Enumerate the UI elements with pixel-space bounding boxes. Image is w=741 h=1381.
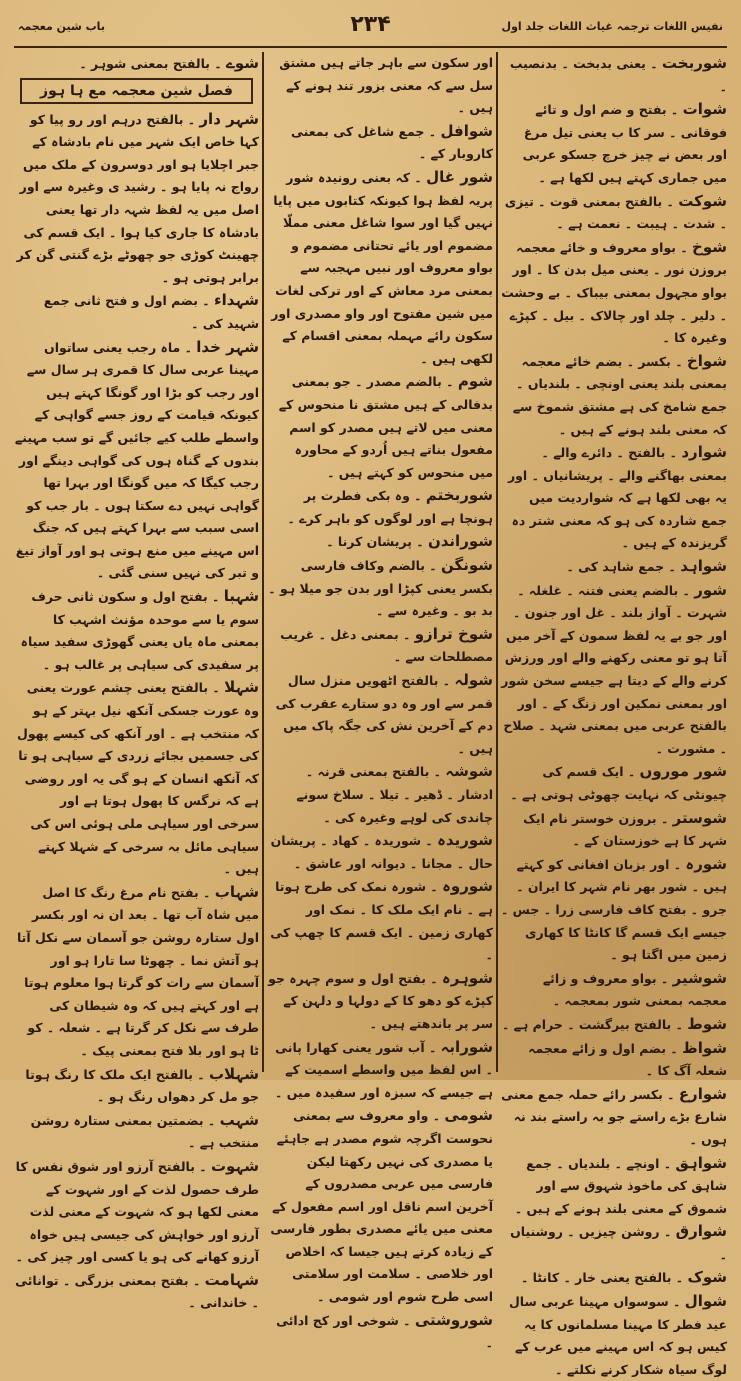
dictionary-entry xyxy=(267,1104,493,1308)
entry-definition: ۔ بکسر رائے حملہ جمع معنی شارع بڑے راستے جو بہ راستے بند نہ ہوں ۔ xyxy=(501,1086,727,1147)
dictionary-entry xyxy=(14,1063,259,1109)
entry-headword: شہر خدا xyxy=(196,337,259,356)
entry-headword: شوشہ xyxy=(445,762,493,781)
dictionary-entry xyxy=(267,1036,493,1105)
entry-definition: ۔ بفتح نام مرغ رنگ کا اصل میں شاہ آب تھا ۔ بعد ان نہ اور بکسر اول ستارہ روشن جو آسمان سے نکل آتا ہو آتش نما ۔ چھوٹا سا تارا ہو اور آسمان سے رات کو گرتا ہوا معلوم ہوتا ہے اور کہتے ہیں کہ وہ شیطان کی طرف سے نکل کر گرتا ہے ۔ شعلہ ۔ کو ٹا ہو اور بلا فتح بمعنی پیک ۔ xyxy=(16,884,259,1058)
entry-headword: شوارق xyxy=(675,1222,727,1241)
dictionary-entry xyxy=(501,236,727,350)
entry-headword: شواہق xyxy=(675,1153,727,1172)
entry-definition: ۔ بروزن خوستر نام ایک شہر کا ہے خوزستان کے ۔ xyxy=(523,810,727,849)
dictionary-entry xyxy=(501,441,727,555)
entry-headword: شوک xyxy=(687,1268,727,1287)
entry-headword: شہبا xyxy=(223,587,259,606)
entry-headword: شوریدہ xyxy=(437,831,493,850)
entry-headword: شوربخت xyxy=(661,54,727,72)
dictionary-entry xyxy=(501,579,727,761)
entry-definition: ۔ بکسر ۔ بضم خائے معجمہ بمعنی بلند یعنی اونچی ۔ بلندیاں ۔ جمع شامخ کی ہے مشتق شموخ سے کہ معنی بلند ہونے کے ہیں ۔ xyxy=(512,353,727,437)
dictionary-entry xyxy=(501,1083,727,1152)
dictionary-entry xyxy=(14,676,259,880)
entry-definition: ۔ بالفتح بیرگشت ۔ حرام ہے ۔ xyxy=(501,1016,688,1032)
entry-definition: ۔ جمع شاہد کی ۔ xyxy=(566,559,681,575)
entry-headword: شومی xyxy=(444,1106,493,1125)
columns xyxy=(14,52,727,1377)
entry-headword: شہلاب xyxy=(208,1064,259,1083)
chapter-title: باب شین معجمہ xyxy=(18,20,105,33)
dictionary-entry xyxy=(14,1269,259,1315)
entry-headword: شوافل xyxy=(440,121,493,140)
entry-headword: شوروہ xyxy=(442,877,493,896)
dictionary-entry xyxy=(14,1109,259,1155)
entry-definition: ۔ بالفتح بمعنی قرنہ ۔ ادشار ۔ ڈھیر ۔ تیلا ۔ سلاخ سونے چاندی کی لوہے وغیرہ کی ۔ xyxy=(296,764,493,825)
dictionary-entry xyxy=(267,967,493,1036)
entry-headword: شوارع xyxy=(678,1084,727,1103)
entry-definition: ۔ بضمتین بمعنی ستارہ روشن منتخب ہے ۔ xyxy=(30,1112,259,1151)
dictionary-entry xyxy=(267,484,493,530)
entry-definition: ۔ بالفتح یعنی خار ۔ کانٹا ۔ xyxy=(521,1270,688,1286)
entry-definition: ۔ بالفتح ۔ دائرے والے ۔ بمعنی بھاگنے والے ۔ پریشانیاں ۔ اور یہ بھی لکھا ہے کہ شواردیت میں جمع شاردہ کی ہو کہ معنی شتر دہ گریزندہ کے ہیں ۔ xyxy=(507,445,727,551)
entry-definition: ۔ وہ بکی فطرت پر ہونچا ہے اور لوگوں کو باہر کرے ۔ xyxy=(287,488,493,526)
entry-headword: شولہ xyxy=(454,671,493,690)
entry-headword: شواخ xyxy=(686,351,727,370)
entry-definition: ۔ بفتح و ضم اول و تائے فوقانی ۔ سر کا ب یعنی تیل مرغ اور بعض نے چیز خرچ جسکو عربی میں جماری کہتے ہیں لکھا ہے ۔ xyxy=(522,102,727,185)
column-divider xyxy=(496,52,498,1072)
dictionary-entry xyxy=(501,1152,727,1221)
entry-definition: ۔ بالفتح آرزو اور شوق نفس کا طرف حصول لذت کے اور شہوت کے معنی لکھا ہو کہ شہوت کے معنی لذت آرزو اور خواہش کی جیسی ہیں خواہ آرزو کھانے کی ہو یا کسی اور چیز کی ۔ xyxy=(15,1158,259,1265)
entry-definition: ۔ ماہ رجب یعنی ساتواں مہینا عربی سال کا قمری ہر سال سے اور رجب کو بڑا اور گونگا کہتے ہیں کیونکہ قیامت کے روز جسے گواہی کے واسطے طلب کیے جائیں گے تو سب مہینے بندوں کے گناہ ہوں کی گواہی دینگے اور رجب کیگا کہ میں گونگا اور بہرا تھا گواہی نہیں دے سکتا ہوں ۔ بار جب کو اسی سبب سے بہرا کہتے ہیں کہ جنگ اس مہینے میں منع ہوتی ہو اور آواز تیغ و تبر کی نہیں سنی گئی ۔ xyxy=(14,339,259,581)
entry-headword: شوہرہ xyxy=(441,968,493,987)
entry-definition: ۔ بالفتح بمعنی قوت ۔ تیزی ۔ شدت ۔ ہیبت ۔ نعمت ہے ۔ xyxy=(504,193,727,232)
entry-headword: شورابہ xyxy=(440,1037,493,1056)
page-number: ۲۳۴ xyxy=(350,12,391,37)
dictionary-entry xyxy=(14,108,259,290)
header-divider xyxy=(14,46,727,48)
entry-headword: شونگن xyxy=(440,556,493,575)
page-header xyxy=(14,8,727,48)
dictionary-entry xyxy=(267,166,493,370)
entry-definition: ۔ شورہ نمک کی طرح ہوتا ہے ۔ نام ایک ملک کا ۔ نمک اور کھاری زمین ۔ ایک قسم کا چھپ کی ۔ xyxy=(270,879,493,963)
entry-headword: شواظ xyxy=(682,1038,727,1057)
entry-definition: ۔ بفتح بمعنی بزرگی ۔ توانائی ۔ خاندانی ۔ xyxy=(15,1272,259,1311)
entry-headword: شور غال xyxy=(426,167,493,186)
entry-definition: ۔ کہ بعنی رونیدہ شور پریہ لفظ ہوا کیونکہ کتابوں میں پایا نہیں گیا اور سوا شاغل معنی مملّا مضموم اور یائے تحتانی مضموم و بواو معروف اور نبیں مہجبہ سے بمعنی مرد معاش کے اور ترکی لغات میں شین مفتوح اور واو مصدری اور سکون رائے مہملہ بمعنی اقسام کے لکھی ہیں ۔ xyxy=(271,169,493,366)
entry-definition: ۔ بفتح اول و سوم چہرہ جو کپڑے کو دھو کا کے دولہا و دلہن کے سر پر باندھتے ہیں ۔ xyxy=(268,970,493,1031)
entry-headword: شور xyxy=(694,580,727,599)
entry-definition: ۔ بالضم مصدر ۔ جو بمعنی بدفالی کے ہیں مشتق نا منحوس کے معنی میں لاتے ہیں مصدر کو اسم مفعول بناتے ہیں اُردو کے محاورہ میں منحوس کو کہتے ہیں ۔ xyxy=(278,374,493,480)
dictionary-entry xyxy=(267,530,493,554)
entry-headword: شہاب xyxy=(214,882,259,901)
entry-headword: شور موروں xyxy=(639,762,727,781)
entry-definition: ۔ بالفتح یعنی چشم عورت یعنی وہ عورت جسکی آنکھ نیل بہتر کے ہو کہ منتخب ہے ۔ اور آنکھ کی کیسے پھول کی جسمیں بجائے زردی کے سیاہی ہو تا کہ آنکھ انسان کے ہو گی یہ اور روضی ہے کہ نرگس کا پھول ہوتا ہے اور سرخی اور سیاہی ملی ہوئی اس کی سیاہی مائل بہ سرخی کے شہلا کہتے ہیں ۔ xyxy=(16,680,259,877)
entry-definition: ۔ جمع شاغل کی بمعنی کاروبار کے ۔ xyxy=(290,123,493,162)
dictionary-entry xyxy=(267,623,493,669)
entry-definition: ۔ پریشان کرنا ۔ xyxy=(326,534,428,550)
entry-definition: ۔ شوخی اور کج ادائی ۔ xyxy=(276,1312,493,1351)
entry-definition: ۔ بالفتح اٹھویں منزل سال قمر سے اور وہ دو ستارے عقرب کی دم کے آخرین نش کی جگہ پاک میں ہیں ۔ xyxy=(275,673,493,756)
entry-headword: شوط xyxy=(687,1014,727,1033)
entry-definition: ۔ بالضم یعنی فتنہ ۔ غلغلہ ۔ شہرت ۔ آواز بلند ۔ غل اور جنون ۔ اور جو بے یہ لفظ سمون کے آخر میں آتا ہو تو معنی رکھنے والے اور ورزش کرنے والے کے دیتا ہے جیسے سخن شور اور بمعنی نمکین اور زنگ کے ۔ اور بالفتح عربی میں بمعنی شہد ۔ صلاح ۔ مشورت ۔ xyxy=(501,582,727,756)
entry-definition: ۔ آب شور یعنی کھارا پانی ۔ اس لفظ میں واسطے اسمیت کے ہے جیسے کہ سبزہ اور سفیدہ میں ۔ xyxy=(275,1039,493,1100)
dictionary-entry xyxy=(501,1037,727,1083)
entry-definition: ۔ ایک قسم کی چیونٹی کہ نہایت چھوٹی ہوتی ہے ۔ xyxy=(510,764,727,802)
entry-definition: ۔ بضم اول و زائے معجمہ شعلہ آگ کا ۔ xyxy=(528,1040,727,1079)
entry-headword: شوارد xyxy=(681,443,727,462)
entry-definition: ۔ بفتح اول و سکون ثانی حرف سوم یا سے موحدہ مؤنث اشہب کا بمعنی ماہ یاں یعنی گھوڑی سفید سیاہ پر سفیدی کی سیاہی پر غالب ہو ۔ xyxy=(20,589,259,672)
entry-definition: اور سکون سے باہر جاتے ہیں مشتق سل سے کہ معنی بزور تند ہونے کے ہیں ۔ xyxy=(279,55,493,116)
dictionary-entry xyxy=(267,875,493,966)
dictionary-entry xyxy=(14,585,259,676)
column-middle xyxy=(267,52,493,1351)
book-title: نفیس اللغات ترجمہ غیاث اللغات جلد اول xyxy=(501,20,723,33)
column-left xyxy=(14,52,259,1311)
dictionary-entry xyxy=(14,52,259,76)
dictionary-entry xyxy=(267,370,493,484)
dictionary-entry xyxy=(501,853,727,967)
entry-definition: ۔ بواو معروف و زائے معجمہ بمعنی شور بمعجمہ ۔ xyxy=(542,970,727,1009)
dictionary-entry xyxy=(501,1220,727,1266)
entry-headword: شوال xyxy=(684,1292,727,1311)
dictionary-entry xyxy=(267,829,493,875)
dictionary-entry xyxy=(501,52,727,98)
column-right xyxy=(501,52,727,1377)
entry-headword: شوربختم xyxy=(425,486,493,505)
dictionary-entry xyxy=(267,554,493,623)
entry-definition: ۔ سوسواں مہینا عربی سال عید فطر کا مہینا مسلمانوں کا یہ کیس ہو کہ اس مہینے میں عرب کے لوگ سیاہ شکار کرنے نکلتے ۔ xyxy=(508,1294,727,1377)
dictionary-entry xyxy=(14,881,259,1063)
entry-headword: شوم xyxy=(457,372,493,391)
column-divider xyxy=(262,52,264,1072)
entry-definition: ۔ بالفتح بمعنی شوہر ۔ xyxy=(79,56,227,71)
dictionary-entry xyxy=(501,1013,727,1037)
section-heading: فصل شین معجمہ مع ہا ہوز xyxy=(20,78,253,104)
entry-headword: شہلا xyxy=(224,678,259,697)
entry-headword: شوراندن xyxy=(427,532,493,551)
dictionary-entry xyxy=(501,350,727,441)
dictionary-entry xyxy=(501,807,727,853)
entry-definition: ۔ بالفتح ایک ملک کا رنگ ہوتا جو مل کر دھواں رنگ ہو ۔ xyxy=(25,1066,259,1105)
entry-headword: شوروشتی xyxy=(414,1310,493,1329)
entry-headword: شوخ xyxy=(692,237,727,256)
entry-definition: ۔ واو معروف سے بمعنی نحوست اگرچہ شوم مصدر ہے جاہئے یا مصدری کی نہیں رکھتا لیکن فارسی میں عربی مصدروں کے آخرین اسم ناقل اور اسم مفعول کے معنی میں یائے مصدری بطور فارسی کے زیادہ کرتے ہیں جیسا کہ اخلاص اور خلاصی ۔ سلامت اور سلامتی اسی طرح شوم اور شومی ۔ xyxy=(270,1108,493,1305)
entry-definition: ۔ بمعنی دغل ۔ غریب مصطلحات سے ۔ xyxy=(280,626,493,665)
entry-definition: ۔ بالفتح درہم اور رو پیا کو کہا خاص ایک شہر میں نام بادشاہ کے جبر اچلایا ہو اور دوسرون کے ملک میں رواج نہ پایا ہو ۔ رشید ی وغیرہ سے اور اصل میں یہ لفظ شہہ دار تھا یعنی بادشاہ کا جاری کیا ہوا ۔ ایک قسم کی چھینٹ کوڑی جو چھوٹے بڑے گنتی گن کر برابر ہوتی ہو ۔ xyxy=(16,111,259,285)
dictionary-entry xyxy=(501,967,727,1013)
entry-definition: ۔ روشن چیزیں ۔ روشنیاں ۔ xyxy=(510,1224,727,1262)
dictionary-entry xyxy=(267,669,493,760)
entry-definition: ۔ یعنی بدبخت ۔ بدنصیب ۔ xyxy=(509,56,727,94)
entry-headword: شہداء xyxy=(213,291,259,310)
entry-headword: شواہد xyxy=(680,557,727,576)
entry-definition: ۔ اونچے ۔ بلندیاں ۔ جمع شاہق کی ماخوذ شہوق سے اور شموق کے معنی بلند ہونے کے ہیں ۔ xyxy=(514,1155,727,1216)
dictionary-entry xyxy=(501,760,727,806)
dictionary-entry xyxy=(14,336,259,586)
entry-headword: شوستر xyxy=(672,808,727,827)
entry-headword: شہامت xyxy=(204,1270,259,1289)
dictionary-entry xyxy=(14,289,259,335)
dictionary-entry xyxy=(501,98,727,189)
dictionary-entry xyxy=(267,1309,493,1355)
dictionary-entry xyxy=(267,760,493,829)
dictionary-entry xyxy=(501,190,727,236)
dictionary-entry xyxy=(501,1266,727,1290)
dictionary-entry xyxy=(14,1155,259,1269)
entry-definition: ۔ اور بزبان افغانی کو کہتے ہیں ۔ شور بھر نام شہر کا ایران ۔ جرو ۔ بفتح کاف فارسی زرا ۔ جس ۔ جیسے ایک قسم گا کانٹا کا کھاری زمین میں اگتا ہو ۔ xyxy=(501,856,727,963)
entry-headword: شہوت xyxy=(210,1156,259,1175)
dictionary-entry xyxy=(267,52,493,120)
entry-definition: ۔ بضم اول و فتح ثانی جمع شہید کی ۔ xyxy=(43,293,259,331)
entry-headword: شوخ ترازو xyxy=(414,624,493,643)
entry-headword: شہب xyxy=(219,1110,259,1129)
dictionary-entry xyxy=(501,555,727,579)
entry-headword: شوکت xyxy=(678,191,727,210)
entry-headword: شورہ xyxy=(685,854,727,873)
entry-definition: ۔ شوریدہ ۔ کھاد ۔ پریشان حال ۔ مجانا ۔ دیوانہ اور عاشق ۔ xyxy=(270,833,493,871)
dictionary-entry xyxy=(501,1290,727,1381)
entry-headword: شوات xyxy=(682,100,727,119)
entry-headword: شوشیر xyxy=(672,968,727,987)
entry-definition: ۔ بواو معروف و خائے معجمہ بروزن نور ۔ یعنی میل بدن کا ۔ اور بواو مجہول بمعنی بیباک ۔ بے وحشت ۔ دلیر ۔ چلد اور چالاک ۔ بیل ۔ کپڑے وغیرہ کا ۔ xyxy=(501,239,727,346)
entry-definition: ۔ بالضم وکاف فارسی بکسر یعنی کپڑا اور بدن جو میلا ہو ۔ بد بو ۔ وغیرہ سے ۔ xyxy=(268,558,493,619)
dictionary-entry xyxy=(267,120,493,166)
entry-headword: شوے xyxy=(226,54,259,72)
entry-headword: شہر دار xyxy=(199,109,259,128)
